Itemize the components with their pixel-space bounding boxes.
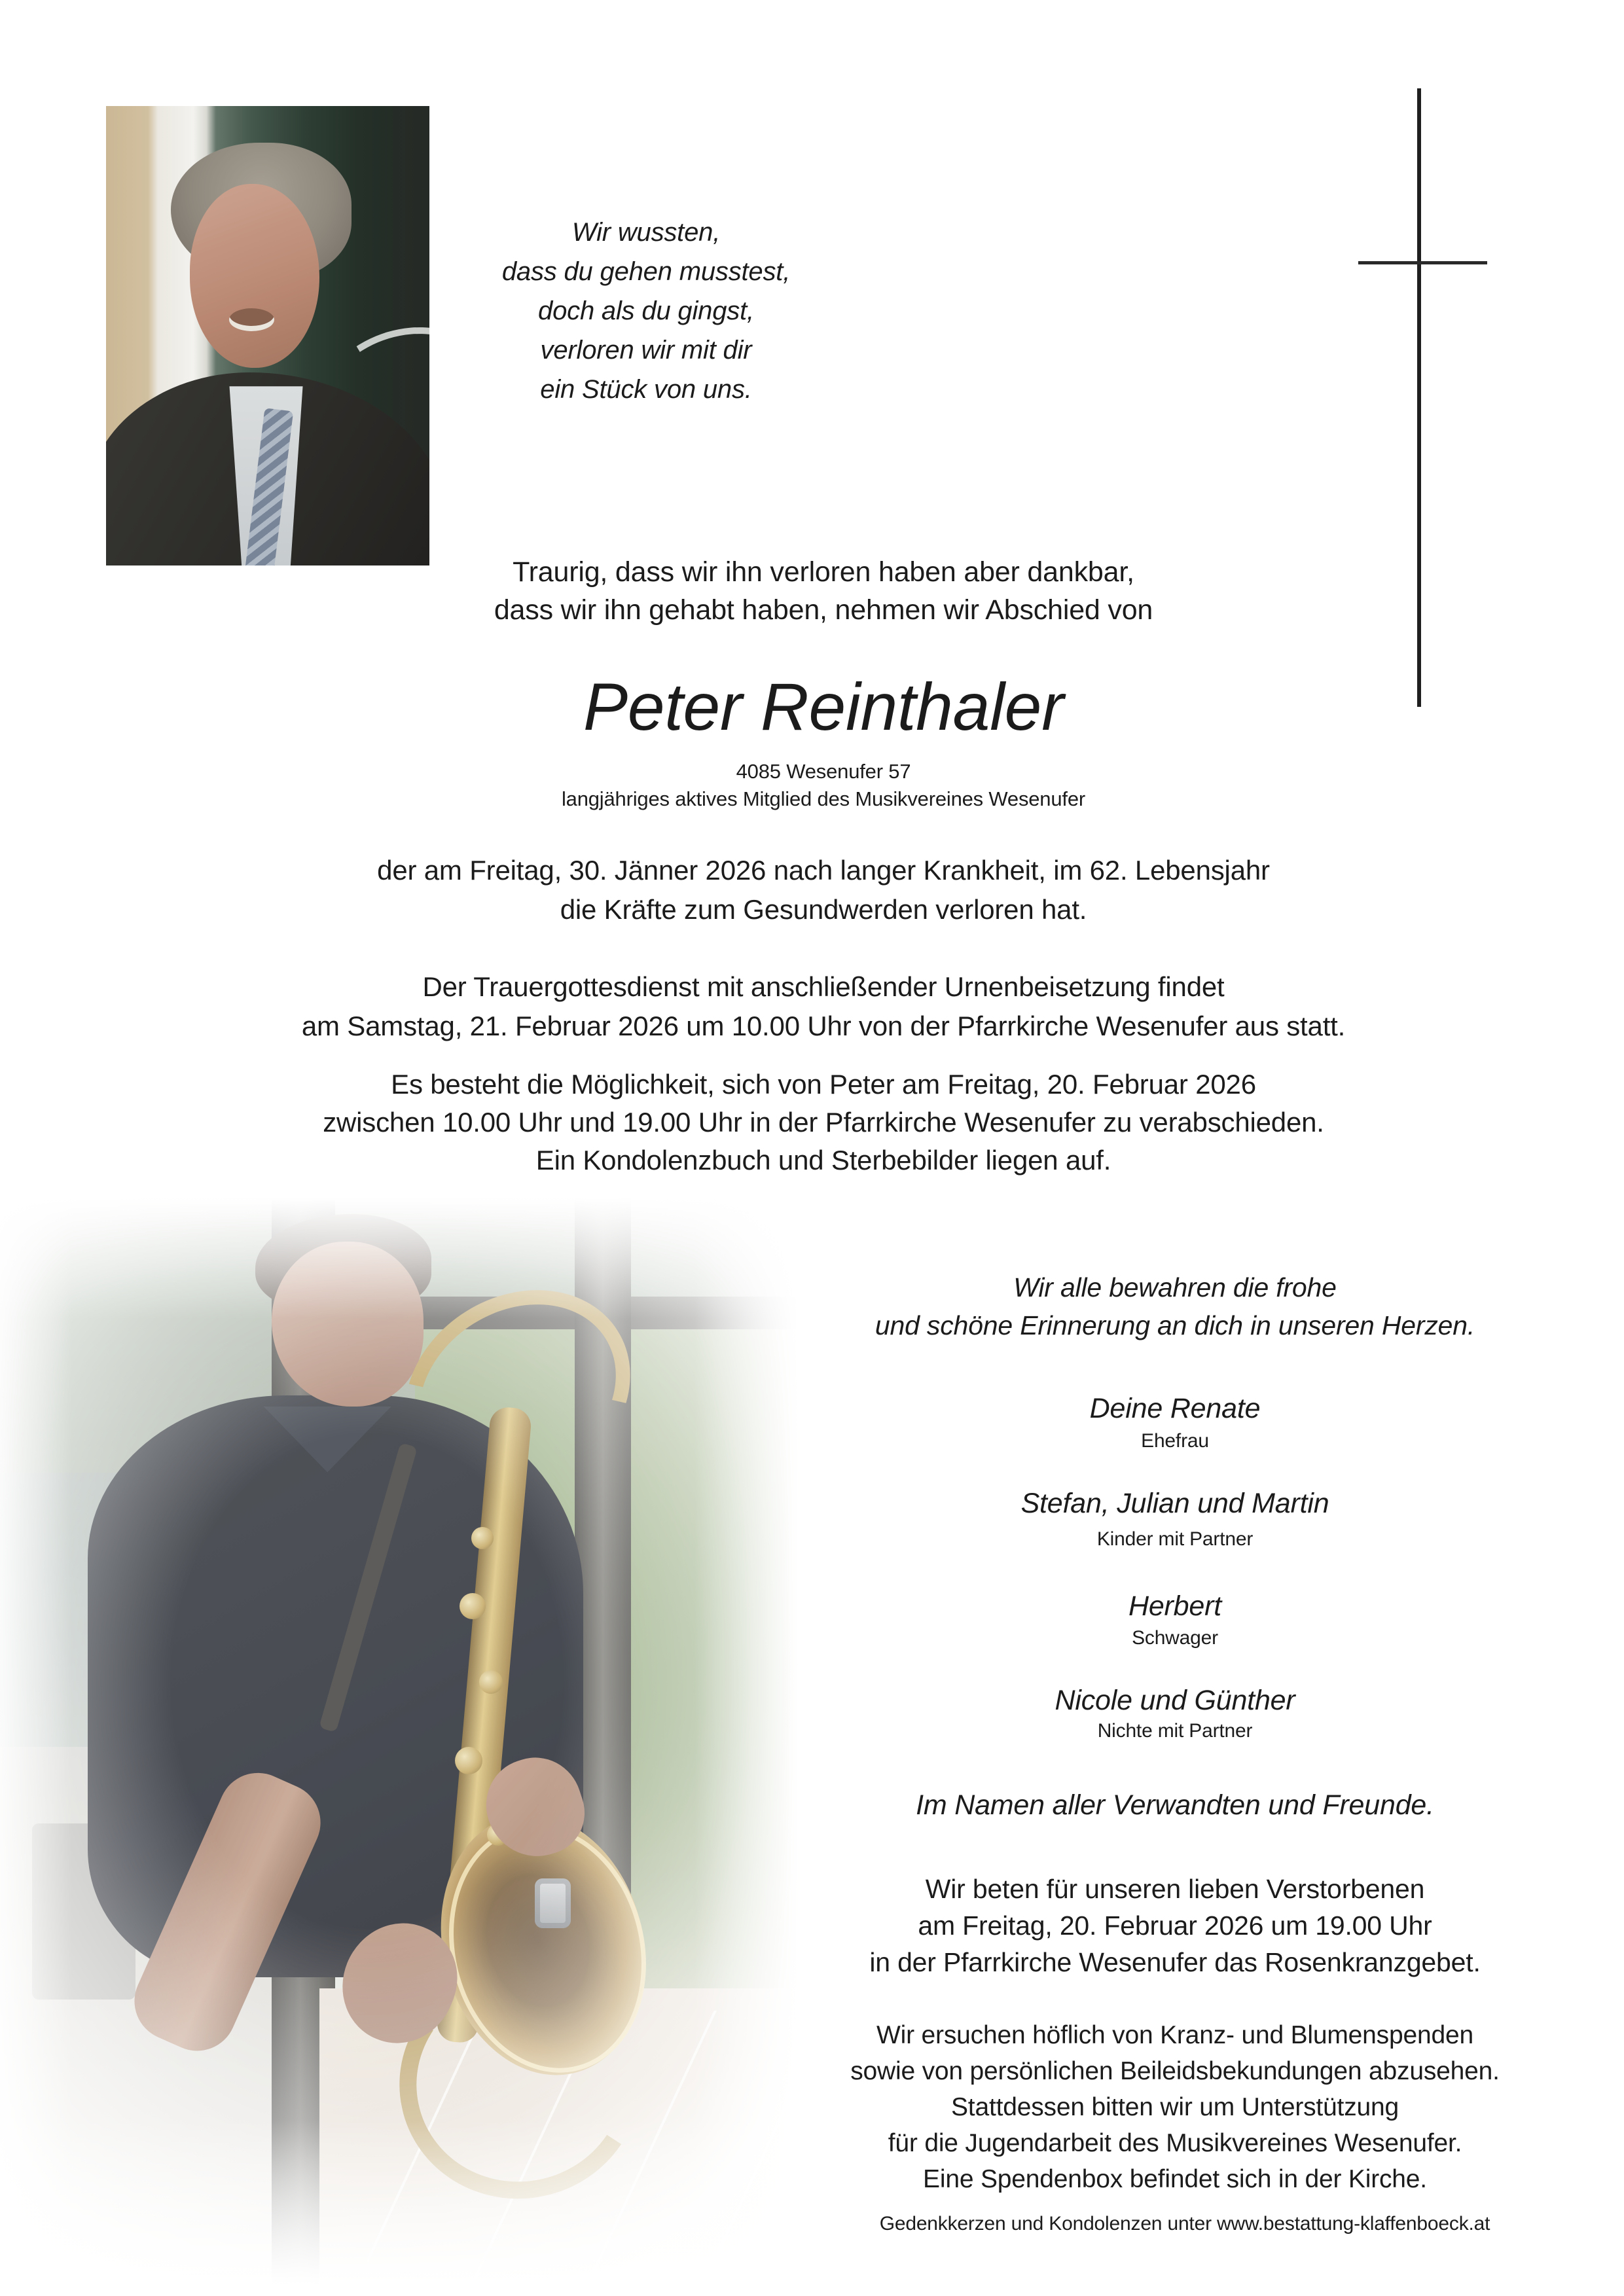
quote-line: und schöne Erinnerung an dich in unseren Herzen. [875,1310,1475,1340]
deceased-membership: langjähriges aktives Mitglied des Musikvereines Wesenufer [561,787,1086,810]
quote-line: Wir alle bewahren die frohe [1013,1272,1337,1302]
farewell-opportunity-paragraph [202,1066,1445,1179]
mourner-name: Herbert [1128,1590,1222,1622]
paragraph-line: Ein Kondolenzbuch und Sterbebilder liegen auf. [535,1145,1111,1175]
poem-line: dass du gehen musstest, [501,257,791,286]
mourner-relation: Kinder mit Partner [1096,1528,1254,1550]
mourner-relation: Schwager [1132,1627,1218,1649]
portrait-face [190,184,319,368]
mourner-name: Deine Renate [1089,1393,1261,1424]
donation-line: Stattdessen bitten wir um Unterstützung [950,2093,1399,2121]
rosary-line: Wir beten für unseren lieben Verstorbenen [925,1874,1425,1904]
intro-line: Traurig, dass wir ihn verloren haben aber dankbar, [513,556,1134,588]
donation-line: für die Jugendarbeit des Musikvereines Wesenufer. [888,2129,1462,2157]
condolence-website-line[interactable]: Gedenkkerzen und Kondolenzen unter www.bestattung-klaffenboeck.at [879,2213,1490,2234]
rosary-line: am Freitag, 20. Februar 2026 um 19.00 Uhr [918,1910,1432,1941]
paragraph-line: Der Trauergottesdienst mit anschließender Urnenbeisetzung findet [422,971,1225,1002]
donation-request-block [749,2017,1600,2197]
paragraph-line: Es besteht die Möglichkeit, sich von Peter am Freitag, 20. Februar 2026 [391,1069,1256,1100]
mourner-relation: Ehefrau [1141,1430,1209,1452]
poem-line: ein Stück von uns. [540,375,752,404]
funeral-service-paragraph [202,967,1445,1046]
donation-line: sowie von persönlichen Beileidsbekundungen abzusehen. [850,2057,1500,2085]
memorial-poem [384,213,908,409]
paragraph-line: die Kräfte zum Gesundwerden verloren hat. [560,894,1087,925]
mourner-relation: Nichte mit Partner [1097,1720,1253,1742]
photo-fade-vignette [0,1198,799,2296]
rosary-line: in der Pfarrkirche Wesenufer das Rosenkranzgebet. [869,1947,1481,1977]
portrait-smile [229,308,274,331]
paragraph-line: der am Freitag, 30. Jänner 2026 nach langer Krankheit, im 62. Lebensjahr [377,855,1270,886]
donation-line: Wir ersuchen höflich von Kranz- und Blumenspenden [876,2021,1473,2049]
saxophone-player-photo [0,1198,799,2296]
paragraph-line: am Samstag, 21. Februar 2026 um 10.00 Uhr von der Pfarrkirche Wesenufer aus statt. [301,1011,1346,1041]
donation-line: Eine Spendenbox befindet sich in der Kirche. [923,2165,1427,2193]
mourner-name: Stefan, Julian und Martin [1020,1488,1329,1519]
death-notice-paragraph [202,851,1445,929]
mourner-name: Nicole und Günther [1055,1685,1295,1716]
poem-line: verloren wir mit dir [540,336,752,365]
paragraph-line: zwischen 10.00 Uhr und 19.00 Uhr in der Pfarrkirche Wesenufer zu verabschieden. [323,1107,1324,1138]
intro-line: dass wir ihn gehabt haben, nehmen wir Abschied von [494,594,1153,626]
remembrance-quote [749,1268,1600,1344]
closing-line: Im Namen aller Verwandten und Freunde. [916,1789,1434,1821]
rosary-prayer-block [749,1871,1600,1981]
deceased-address: 4085 Wesenufer 57 [736,760,911,783]
poem-line: Wir wussten, [571,218,721,247]
portrait-photo [106,106,429,565]
poem-line: doch als du gingst, [538,296,754,325]
farewell-intro [202,553,1445,629]
deceased-name: Peter Reinthaler [583,670,1064,744]
